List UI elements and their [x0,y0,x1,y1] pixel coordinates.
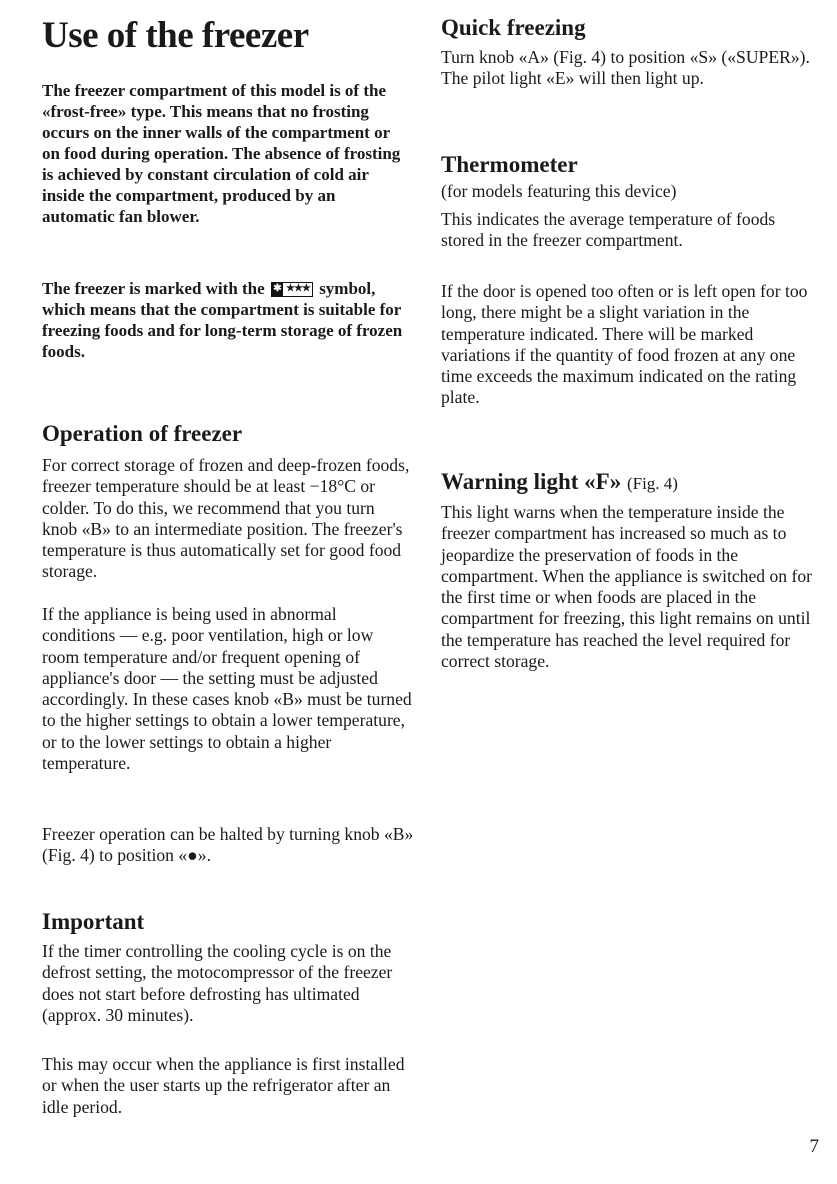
page-number: 7 [809,1136,819,1157]
intro-paragraph-frost-free: The freezer compartment of this model is of the «frost-free» type. This means that no frosting occurs on the inner walls of the compartment or on food during operation. The absence of frosting is achieved by constant circulation of cold air inside the compartment, produced by an automatic fan blower. [42,81,401,226]
thermometer-paragraph-1: This indicates the average temperature of foods stored in the freezer compartment. [441,209,776,251]
quick-freezing-paragraph: Turn knob «A» (Fig. 4) to position «S» («SUPER»). The pilot light «E» will then light up. [441,47,810,89]
important-paragraph-2: This may occur when the appliance is first installed or when the user starts up the refrigerator after an idle period. [42,1054,405,1117]
operation-paragraph-2: If the appliance is being used in abnormal conditions — e.g. poor ventilation, high or low room temperature and/or frequent opening of appliance's door — the setting must be adjusted accordingly. In these cases knob «B» must be turned to the higher settings to obtain a lower temperature, or to the lower settings to obtain a higher temperature. [42,604,412,774]
operation-paragraph-3: Freezer operation can be halted by turning knob «B» (Fig. 4) to position «●». [42,824,414,866]
thermometer-note: (for models featuring this device) [441,181,677,201]
important-heading: Important [42,909,145,934]
warning-light-title: Warning light «F» [441,469,622,494]
thermometer-heading: Thermometer [441,152,578,177]
page-title: Use of the freezer [42,15,309,56]
thermometer-paragraph-2: If the door is opened too often or is left open for too long, there might be a slight variation in the temperature indicated. There will be marked variations if the quantity of food frozen at any one time exceeds the maximum indicated on the rating plate. [441,281,808,408]
warning-light-paragraph: This light warns when the temperature inside the freezer compartment has increased so much as to jeopardize the preservation of foods in the compartment. When the appliance is switched on for the first time or when foods are placed in the compartment for freezing, this light remains on until the temperature has reached the level required for correct storage. [441,502,812,672]
operation-paragraph-1: For correct storage of frozen and deep-frozen foods, freezer temperature should be at least −18°C or colder. To do this, we recommend that you turn knob «B» to an intermediate position. The freezer's temperature is thus automatically set for good food storage. [42,455,410,582]
intro-paragraph-star-symbol [42,278,408,362]
important-paragraph-1: If the timer controlling the cooling cycle is on the defrost setting, the motocompressor of the freezer does not start before defrosting has ultimated (approx. 30 minutes). [42,941,393,1025]
symbol-text-before: The freezer is marked with the [42,279,265,298]
warning-light-fig-ref: (Fig. 4) [626,474,678,493]
freezer-star-symbol-icon: ✱ ★★★ [271,282,313,297]
quick-freezing-heading: Quick freezing [441,15,586,40]
warning-light-heading [441,468,678,498]
operation-heading: Operation of freezer [42,421,243,446]
symbol-text-after: symbol, which means that the compartment is suitable for freezing foods and for long-term storage of frozen foods. [42,279,403,361]
